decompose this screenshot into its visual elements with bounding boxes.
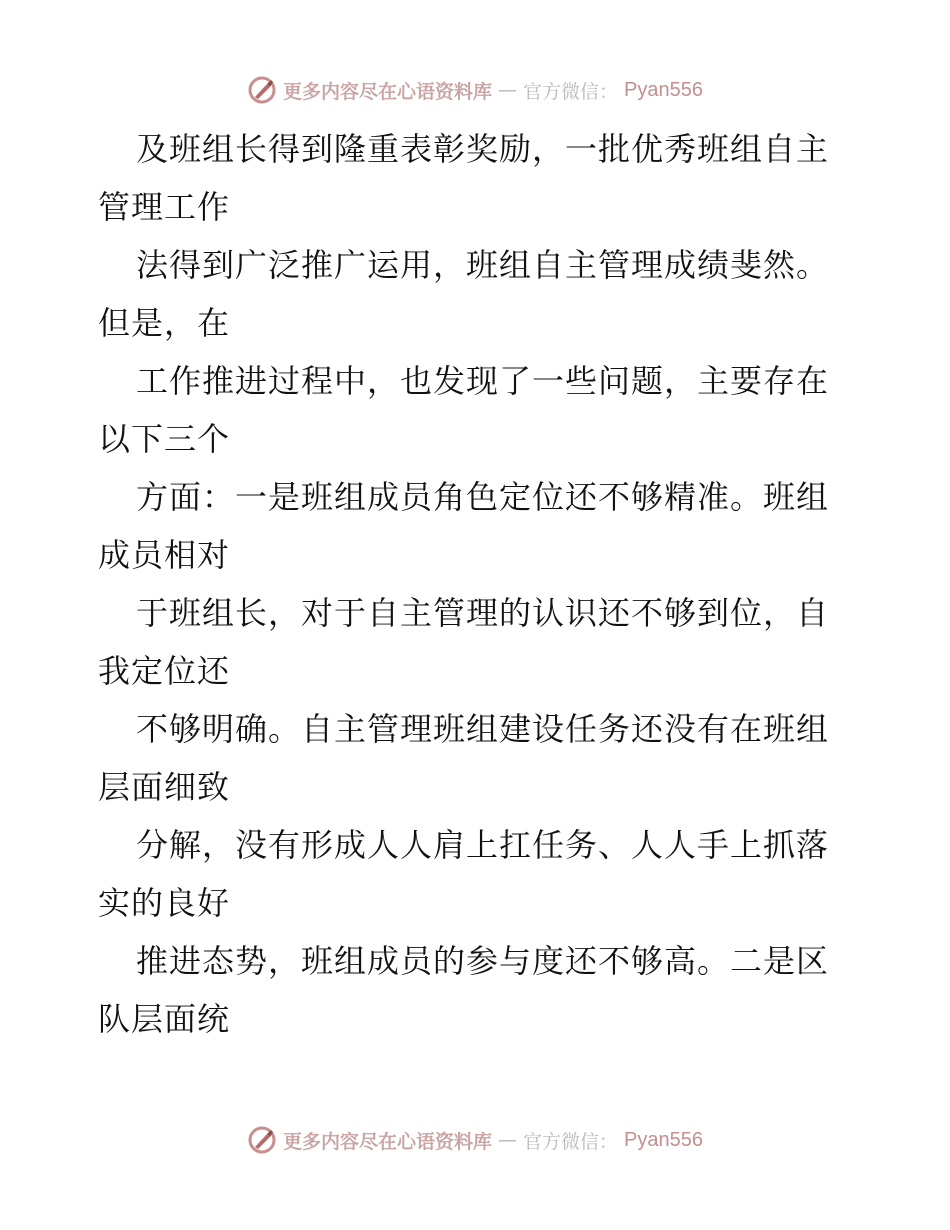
paragraph <box>98 584 858 700</box>
paragraph-line: 工作推进过程中，也发现了一些问题，主要存在 <box>136 362 830 400</box>
paragraph <box>98 816 858 932</box>
paragraph-line: 于班组长，对于自主管理的认识还不够到位，自 <box>136 594 830 632</box>
paragraph <box>98 700 858 816</box>
paragraph-line: 法得到广泛推广运用，班组自主管理成绩斐然。 <box>136 246 830 284</box>
paragraph-line: 方面：一是班组成员角色定位还不够精准。班组 <box>136 478 830 516</box>
pen-circle-logo-icon <box>247 1125 277 1155</box>
paragraph-line: 以下三个 <box>98 420 231 458</box>
paragraph-line: 但是，在 <box>98 304 231 342</box>
paragraph-line: 我定位还 <box>98 652 231 690</box>
watermark-dash: — <box>498 79 518 101</box>
paragraph <box>98 468 858 584</box>
watermark-site-text: 更多内容尽在心语资料库 <box>283 1130 493 1153</box>
paragraph-line: 及班组长得到隆重表彰奖励，一批优秀班组自主 <box>136 130 830 168</box>
paragraph <box>98 932 858 1048</box>
watermark-wechat-id: Pyan556 <box>624 78 703 101</box>
paragraph <box>98 236 858 352</box>
paragraph-line: 分解，没有形成人人肩上扛任务、人人手上抓落 <box>136 826 830 864</box>
paragraph-line: 队层面统 <box>98 1000 231 1038</box>
document-body <box>98 120 858 1048</box>
watermark-site-text: 更多内容尽在心语资料库 <box>283 80 493 103</box>
paragraph-line: 成员相对 <box>98 536 231 574</box>
paragraph-line: 实的良好 <box>98 884 231 922</box>
header-watermark <box>0 70 950 110</box>
paragraph <box>98 352 858 468</box>
footer-watermark <box>0 1120 950 1160</box>
paragraph-line: 层面细致 <box>98 768 231 806</box>
watermark-wechat-label: 官方微信： <box>523 80 619 103</box>
paragraph <box>98 120 858 236</box>
watermark-wechat-id: Pyan556 <box>624 1128 703 1151</box>
paragraph-line: 管理工作 <box>98 188 231 226</box>
watermark-dash: — <box>498 1129 518 1151</box>
paragraph-line: 推进态势，班组成员的参与度还不够高。二是区 <box>136 942 830 980</box>
pen-circle-logo-icon <box>247 75 277 105</box>
paragraph-line: 不够明确。自主管理班组建设任务还没有在班组 <box>136 710 830 748</box>
watermark-wechat-label: 官方微信： <box>523 1130 619 1153</box>
